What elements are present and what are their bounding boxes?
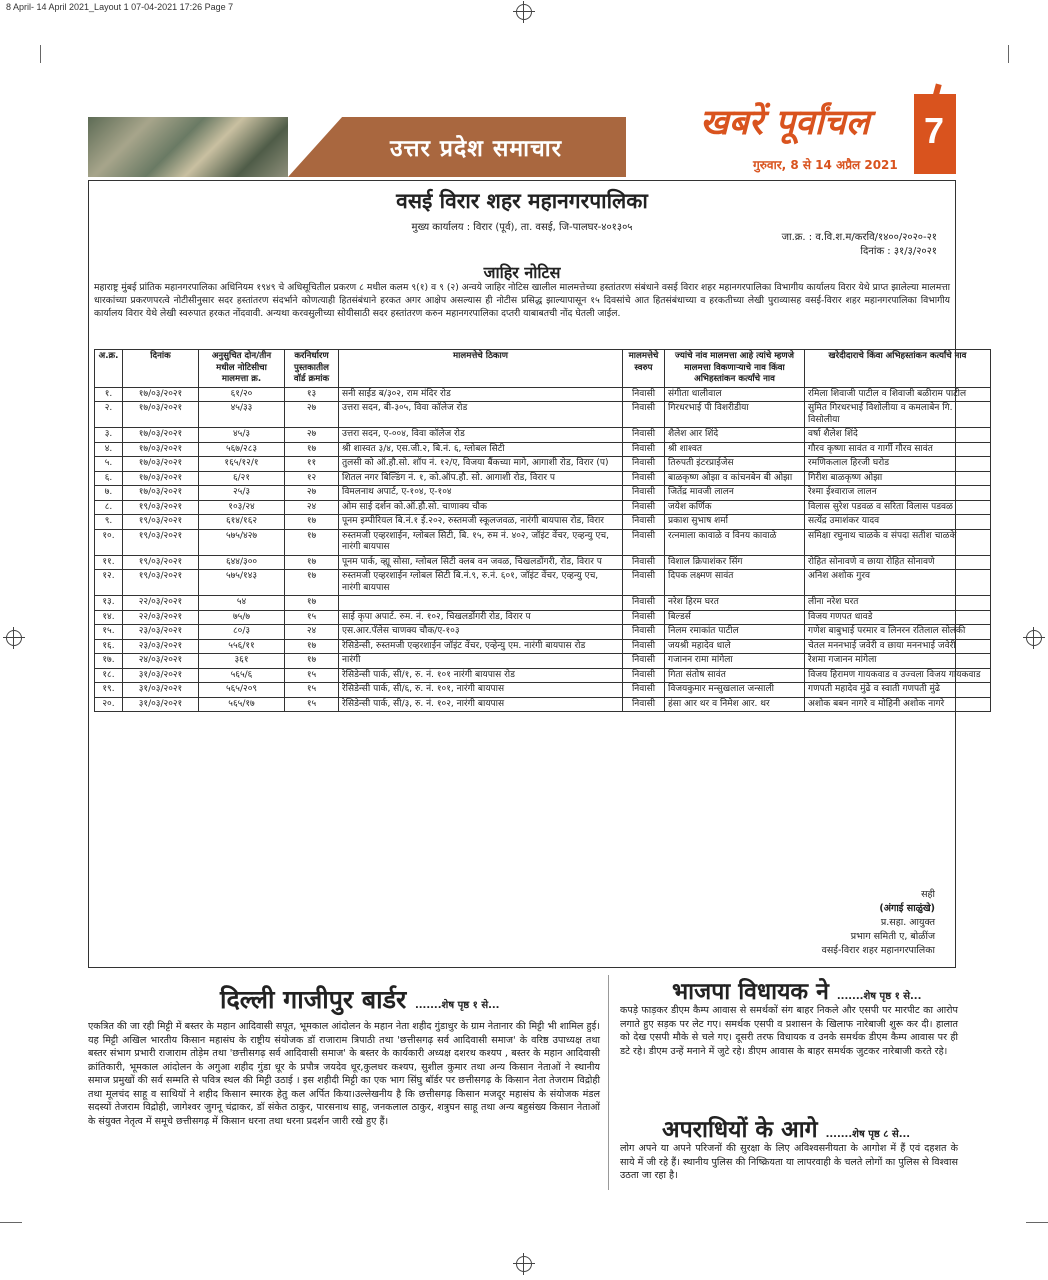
table-header-row bbox=[95, 350, 991, 388]
table-cell: निवासी bbox=[623, 402, 665, 428]
table-cell: रमिला शिवाजी पाटील व शिवाजी बळीराम पाटील bbox=[805, 387, 991, 402]
continued-note: .......शेष पृष्ठ ८ से... bbox=[825, 1129, 911, 1140]
table-cell: २४ bbox=[285, 500, 339, 515]
table-cell: लीना नरेश घरत bbox=[805, 596, 991, 611]
table-cell: १७/०३/२०२१ bbox=[123, 387, 199, 402]
table-cell: रेशमा गजानन मांगेला bbox=[805, 654, 991, 669]
table-cell: निवासी bbox=[623, 529, 665, 555]
table-cell: गिरीश बाळकृष्ण ओझा bbox=[805, 471, 991, 486]
table-cell: ३१/०३/२०२१ bbox=[123, 668, 199, 683]
table-cell: ७. bbox=[95, 486, 123, 501]
table-cell: श्री शाश्वत bbox=[665, 442, 805, 457]
table-cell: १९/०३/२०२१ bbox=[123, 529, 199, 555]
table-cell: १७. bbox=[95, 654, 123, 669]
table-cell: ३६१ bbox=[199, 654, 285, 669]
crop-mark bbox=[1026, 1222, 1048, 1223]
table-cell: तुलसी को ऑ.हौ.सो. शॉप नं. १२/ए, विजया बैंकच्या मागे, आगाशी रोड, विरार (प) bbox=[339, 457, 623, 472]
column-header: करनिर्धारण पुस्तकातील वॉर्ड क्रमांक bbox=[285, 350, 339, 388]
brand-logo: खबरें पूर्वांचल bbox=[700, 102, 870, 143]
table-row bbox=[95, 555, 991, 570]
table-cell: १६. bbox=[95, 639, 123, 654]
signature-designation: प्र.सहा. आयुक्त bbox=[880, 917, 935, 928]
table-cell: ४. bbox=[95, 442, 123, 457]
table-cell: साई कृपा अपार्ट. रुम. नं. १०२, चिखलडोंगरी रोड, विरार प bbox=[339, 610, 623, 625]
table-cell: १७ bbox=[285, 515, 339, 530]
notice-table bbox=[94, 349, 991, 712]
story-headline-text: अपराधियों के आगे bbox=[662, 1116, 818, 1143]
page-box-tick bbox=[932, 83, 941, 98]
table-cell: श्री शास्वत ३/४, एस.जी.२, बि.नं. ६, ग्लोबल सिटी bbox=[339, 442, 623, 457]
table-cell: ७५/७ bbox=[199, 610, 285, 625]
table-cell: ५६५/२०९ bbox=[199, 683, 285, 698]
table-cell: १८. bbox=[95, 668, 123, 683]
table-cell: १७/०३/२०२१ bbox=[123, 471, 199, 486]
table-cell: ११. bbox=[95, 555, 123, 570]
column-header: खरेदीदाराचे किंवा अभिहस्तांकन कर्त्यांचे नाव bbox=[805, 350, 991, 388]
table-cell: ६१४/१६२ bbox=[199, 515, 285, 530]
table-cell: १७ bbox=[285, 654, 339, 669]
table-cell: १७/०३/२०२१ bbox=[123, 457, 199, 472]
table-cell: ५५६/११ bbox=[199, 639, 285, 654]
table-cell: १९/०३/२०२१ bbox=[123, 515, 199, 530]
table-cell: निवासी bbox=[623, 610, 665, 625]
table-cell: रमणिकलाल हिरजी घरोड bbox=[805, 457, 991, 472]
notice-title: जाहिर नोटिस bbox=[483, 263, 561, 282]
table-cell: २. bbox=[95, 402, 123, 428]
table-cell: रेसिडेन्सी पार्क, सी/६, रु. नं. १०१, नारंगी बायपास bbox=[339, 683, 623, 698]
table-row bbox=[95, 457, 991, 472]
table-cell: शितल नगर बिल्डिंग नं. १, को.ऑप.हौ. सो. आगाशी रोड, विरार प bbox=[339, 471, 623, 486]
table-cell: ५७५/४२७ bbox=[199, 529, 285, 555]
table-cell: १५ bbox=[285, 668, 339, 683]
table-cell: निवासी bbox=[623, 457, 665, 472]
table-cell: गणेश बाबुभाई परमार व लिनरन रतिलाल सोलंकी bbox=[805, 625, 991, 640]
table-cell: निवासी bbox=[623, 387, 665, 402]
table-cell: निवासी bbox=[623, 428, 665, 443]
table-cell: १७ bbox=[285, 529, 339, 555]
table-cell: २३/०३/२०२१ bbox=[123, 625, 199, 640]
table-cell: ओम साई दर्शन को.ऑ.हौ.सो. चाणाक्य चौक bbox=[339, 500, 623, 515]
table-cell: ५७५/१४३ bbox=[199, 570, 285, 596]
story-body: लोग अपने या अपने परिजनों की सुरक्षा के लिए अविश्वसनीयता के आगोश में हैं एवं दहशत के साये में जी रहे हैं। स्थानीय पुलिस की निष्क्रियता या लापरवाही के चलते लोगों का पुलिस से विश्वास उठता जा रहा है। bbox=[620, 1143, 958, 1181]
table-cell: २४ bbox=[285, 625, 339, 640]
table-cell: १४. bbox=[95, 610, 123, 625]
print-slug: 8 April- 14 April 2021_Layout 1 07-04-2021 17:26 Page 7 bbox=[6, 2, 234, 12]
column-header: अ.क्र. bbox=[95, 350, 123, 388]
table-row bbox=[95, 570, 991, 596]
story-headline bbox=[220, 982, 499, 1016]
table-cell: १०. bbox=[95, 529, 123, 555]
table-cell: १५. bbox=[95, 625, 123, 640]
table-cell: निवासी bbox=[623, 442, 665, 457]
crop-mark bbox=[1008, 45, 1009, 63]
table-cell: ९. bbox=[95, 515, 123, 530]
table-cell: १९/०३/२०२१ bbox=[123, 555, 199, 570]
story-body: कपड़े फाड़कर डीएम कैम्प आवास से समर्थकों संग बाहर निकले और एसपी पर मारपीट का आरोप लगाते हुए सड़क पर लेट गए। समर्थक एसपी व प्रशासन के खिलाफ नारेबाजी शुरू कर दी। हालात को देख एसपी मौके से चले गए। दूसरी तरफ विधायक व उनके समर्थक डीएम कैम्प आवास पर ही डटे रहे। डीएम उन्हें मनाने में जुटे रहे। डीएम आवास के बाहर समर्थक जुटकर नारेबाजी करते रहे। bbox=[620, 1005, 958, 1057]
table-cell: निवासी bbox=[623, 471, 665, 486]
table-row bbox=[95, 668, 991, 683]
table-cell: गजानन रामा मांगेला bbox=[665, 654, 805, 669]
table-cell: ११ bbox=[285, 457, 339, 472]
table-cell: निवासी bbox=[623, 625, 665, 640]
table-cell: नारंगी bbox=[339, 654, 623, 669]
signature-ward: प्रभाग समिती ए, बोळींज bbox=[850, 931, 935, 942]
table-row bbox=[95, 639, 991, 654]
table-cell: हंसा आर थर व निमेश आर. थर bbox=[665, 697, 805, 712]
table-cell: १९/०३/२०२१ bbox=[123, 570, 199, 596]
notice-org: वसई विरार शहर महानगरपालिका bbox=[396, 189, 648, 213]
table-row bbox=[95, 529, 991, 555]
table-cell: समिक्षा रघुनाथ चाळके व संपदा सतीश चाळके bbox=[805, 529, 991, 555]
table-cell: १७/०३/२०२१ bbox=[123, 486, 199, 501]
registration-mark-bottom bbox=[516, 1256, 532, 1272]
table-cell: १५ bbox=[285, 697, 339, 712]
table-row bbox=[95, 442, 991, 457]
continued-note: .......शेष पृष्ठ १ से... bbox=[414, 1000, 500, 1011]
table-cell: सुमित गिरधरभाई विशोलीया व कमलाबेन गि. विसोलीया bbox=[805, 402, 991, 428]
table-cell: २२/०३/२०२१ bbox=[123, 596, 199, 611]
table-cell: ४५/३३ bbox=[199, 402, 285, 428]
table-cell: विजय गणपत धावडे bbox=[805, 610, 991, 625]
table-cell: २५/३ bbox=[199, 486, 285, 501]
table-cell: १७ bbox=[285, 555, 339, 570]
table-cell: एस.आर.पॅलेस चाणक्य चौक/ए-१०३ bbox=[339, 625, 623, 640]
table-cell: ५६५/६ bbox=[199, 668, 285, 683]
notice-body: महाराष्ट्र मुंबई प्रांतिक महानगरपालिका अधिनियम १९४९ चे अधिसूचितील प्रकरण ८ मधील कलम ९(१) व ९ (२) अन्वये जाहिर नोटिस खालील मालमत्तेच्या हस्तांतरण संबंधाने वसई विरार शहर महानगरपालिका विभागीय कार्यालय विरार येथे प्राप्त झालेल्या मालमत्ता धारकांच्या प्रकरणपरत्वे नोटीसीनुसार सदर हस्तांतरण संदर्भाने कोणत्याही हितसंबंधाने हरकत अगर आक्षेप असल्यास ही नोटीस प्रसिद्ध झाल्यापासून १५ दिवसांचे आत हितसंबंधाच्या व हरकतीच्या लेखी पुराव्यासह वसई-विरार शहर महानगरपालिका विभागीय कार्यालय विरार येथे लेखी स्वरुपात हरकत नोंदवावी. अन्यथा करवसुलीच्या सोयीसाठी सदर हस्तांतरण करुन महानगरपालिका दप्तरी याबाबतची नोंद घेतली जाईल. bbox=[94, 282, 950, 319]
table-cell: विशाल क्रिपाशंकर सिंग bbox=[665, 555, 805, 570]
table-cell: जयेश कर्णिक bbox=[665, 500, 805, 515]
table-cell: १५ bbox=[285, 610, 339, 625]
table-cell: बिल्डर्स bbox=[665, 610, 805, 625]
table-cell: अनिश अशोक गुरव bbox=[805, 570, 991, 596]
table-cell: प्रकाश सुभाष शर्मा bbox=[665, 515, 805, 530]
table-cell: विजय हिरामण गायकवाड व उज्वला विजय गायकवाड bbox=[805, 668, 991, 683]
table-cell: २७ bbox=[285, 428, 339, 443]
table-cell: रुस्तमजी एव्हरशाईन, ग्लोबल सिटी, बि. १५, रुम नं. ४०२, जॉइंट वेंचर, एव्हन्यु एच, नारंगी बायपास bbox=[339, 529, 623, 555]
table-cell: निवासी bbox=[623, 555, 665, 570]
column-divider bbox=[608, 975, 609, 1190]
table-cell: चेतल मननभाई जवेरी व छाया मननभाई जवेरी bbox=[805, 639, 991, 654]
story-body: एकत्रित की जा रही मिट्टी में बस्तर के महान आदिवासी सपूत, भूमकाल आंदोलन के महान नेता शहीद गुंडाधुर के ग्राम नेतानार की मिट्टी भी शामिल हुई। यह मिट्टी अखिल भारतीय किसान महासंघ के राष्ट्रीय संयोजक डॉ राजाराम त्रिपाठी तथा 'छत्तीसगढ़ सर्व आदिवासी समाज' के वरिष्ठ उपाध्यक्ष तथा बस्तर संभाग प्रभारी राजाराम तोड़ेम तथा 'छत्तीसगढ़ सर्व आदिवासी समाज' के बस्तर के कार्यकारी अध्यक्ष दशरथ कश्यप , बस्तर के महान आदिवासी क्रांतिकारी, भूमकाल आंदोलन के अगुआ शहीद गुंडा धूर के प्रपौत्र जयदेव धूर,कुलधर कश्यप, सुशील कुमार तथा अन्य किसान नेताओं ने स्थानीय समाज प्रमुखों की सर्व सम्मति से पवित्र स्थल की मिट्टी उठाई । इस शहीदी मिट्टी का एक भाग सिंघु बॉर्डर पर छत्तीसगढ़ के किसान नेता तेजराम विद्रोही तथा मूलचंद साहू व साथियों ने शहीद किसान स्मारक हेतु कल अर्पित किया।उल्लेखनीय है कि छत्तीसगढ़ किसान मजदूर महासंघ के संयोजक मंडल सदस्यों तेजराम विद्रोही, जागेश्वर जुगनू चंद्राकर, डॉ संकेत ठाकुर, पारसनाथ साहू, जनकलाल ठाकुर, शत्रुघन साहू तथा अन्य बहुसंख्य किसान नेताओं के संयुक्त नेतृत्व में समूचे छत्तीसगढ़ में किसान धरना तथा धरना प्रदर्शन जारी रखे हुए हैं। bbox=[88, 1021, 600, 1127]
table-cell: २२/०३/२०२१ bbox=[123, 610, 199, 625]
signature-line: सही bbox=[921, 889, 935, 900]
table-cell: ५४ bbox=[199, 596, 285, 611]
table-cell: निवासी bbox=[623, 697, 665, 712]
table-cell: १७ bbox=[285, 639, 339, 654]
table-row bbox=[95, 486, 991, 501]
table-cell: १२. bbox=[95, 570, 123, 596]
table-row bbox=[95, 596, 991, 611]
table-row bbox=[95, 471, 991, 486]
table-cell: तिरुपती इंटरप्राईजेस bbox=[665, 457, 805, 472]
table-cell: ५६७/२८३ bbox=[199, 442, 285, 457]
table-cell: उत्तरा सदन, ए-००४, विवा कॉलेज रोड bbox=[339, 428, 623, 443]
table-cell: गणपती महादेव मुंढे व स्वाती गणपती मुंढे bbox=[805, 683, 991, 698]
table-cell: ३१/०३/२०२१ bbox=[123, 683, 199, 698]
table-cell: ६१/२० bbox=[199, 387, 285, 402]
table-cell: १७ bbox=[285, 570, 339, 596]
table-cell: ३. bbox=[95, 428, 123, 443]
table-cell: २३/०३/२०२१ bbox=[123, 639, 199, 654]
table-cell: गिरधरभाई पी विशरीडीया bbox=[665, 402, 805, 428]
table-cell: निवासी bbox=[623, 654, 665, 669]
table-cell: अशोक बबन नागरे व मोहिनी अशोक नागरे bbox=[805, 697, 991, 712]
table-cell: निवासी bbox=[623, 596, 665, 611]
table-cell: १७/०३/२०२१ bbox=[123, 442, 199, 457]
notice-ref-no: जा.क्र. : व.वि.श.म/करवि/१४००/२०२०-२१ bbox=[781, 232, 937, 243]
table-cell: ४५/३ bbox=[199, 428, 285, 443]
table-row bbox=[95, 428, 991, 443]
table-cell: रेश्मा ईश्वाराज लालन bbox=[805, 486, 991, 501]
table-cell: नरेश हिरम घरत bbox=[665, 596, 805, 611]
table-row bbox=[95, 683, 991, 698]
table-cell: १५ bbox=[285, 683, 339, 698]
table-cell: ८०/३ bbox=[199, 625, 285, 640]
table-cell: दिपक लक्ष्मण सावंत bbox=[665, 570, 805, 596]
table-cell: निवासी bbox=[623, 486, 665, 501]
table-cell: विलास सुरेश पडवळ व सरिता विलास पडवळ bbox=[805, 500, 991, 515]
story-headline bbox=[662, 1112, 910, 1144]
table-cell: निवासी bbox=[623, 683, 665, 698]
table-row bbox=[95, 625, 991, 640]
table-row bbox=[95, 500, 991, 515]
table-cell: ६/२१ bbox=[199, 471, 285, 486]
table-cell: ३१/०३/२०२१ bbox=[123, 697, 199, 712]
table-row bbox=[95, 515, 991, 530]
header-photo bbox=[88, 117, 288, 177]
column-header: मालमत्तेचे ठिकाण bbox=[339, 350, 623, 388]
table-cell: ६४४/३०० bbox=[199, 555, 285, 570]
table-cell: निवासी bbox=[623, 668, 665, 683]
table-cell: जयश्री महादेव धाले bbox=[665, 639, 805, 654]
table-cell: २४/०३/२०२१ bbox=[123, 654, 199, 669]
page-number: 7 bbox=[924, 110, 945, 151]
table-cell: ८. bbox=[95, 500, 123, 515]
table-cell: १७/०३/२०२१ bbox=[123, 428, 199, 443]
table-cell: निवासी bbox=[623, 639, 665, 654]
table-cell: विजयकुमार मन्सुखलाल जन्साली bbox=[665, 683, 805, 698]
table-cell bbox=[339, 596, 623, 611]
continued-note: .......शेष पृष्ठ १ से... bbox=[836, 991, 922, 1002]
issue-date: गुरुवार, 8 से 14 अप्रैल 2021 bbox=[753, 158, 898, 172]
table-cell: रेसिडेन्सी, रुस्तमजी एव्हरशाईन जॉइंट वेंचर, एव्हेन्यु एम. नारंगी बायपास रोड bbox=[339, 639, 623, 654]
table-cell: बाळकृष्ण ओझा व कांचनबेन बी ओझा bbox=[665, 471, 805, 486]
signature-name: (अंगाई साळुंखे) bbox=[879, 903, 935, 914]
table-cell: रेसिडेन्सी पार्क, सी/३, रु. नं. १०२, नारंगी बायपास bbox=[339, 697, 623, 712]
table-cell: रेसिडेन्सी पार्क, सी/१, रु. नं. १०१ नारंगी बायपास रोड bbox=[339, 668, 623, 683]
table-cell: निवासी bbox=[623, 500, 665, 515]
table-cell: १७/०३/२०२१ bbox=[123, 402, 199, 428]
story-headline-text: भाजपा विधायक ने bbox=[672, 978, 829, 1005]
table-cell: २७ bbox=[285, 486, 339, 501]
table-cell: निवासी bbox=[623, 515, 665, 530]
table-row bbox=[95, 697, 991, 712]
registration-mark-left bbox=[6, 630, 22, 646]
crop-mark bbox=[40, 45, 41, 63]
table-cell: ५६५/१७ bbox=[199, 697, 285, 712]
signature-org: वसई-विरार शहर महानगरपालिका bbox=[821, 945, 935, 956]
table-cell: निलम रमाकांत पाटील bbox=[665, 625, 805, 640]
table-cell: १७ bbox=[285, 442, 339, 457]
table-cell: १९. bbox=[95, 683, 123, 698]
story-headline bbox=[672, 974, 921, 1006]
notice-office-address: मुख्य कार्यालय : विरार (पूर्व), ता. वसई, जि-पालघर-४०१३०५ bbox=[411, 222, 633, 233]
table-cell: २०. bbox=[95, 697, 123, 712]
table-cell: संगीता धालीवाल bbox=[665, 387, 805, 402]
table-row bbox=[95, 387, 991, 402]
column-header: दिनांक bbox=[123, 350, 199, 388]
table-cell: रुस्तमजी एव्हरशाईन ग्लोबल सिटी बि.नं.९, रु.नं. ६०१, जॉइंट वेंचर, एव्हन्यु एच, नारंगी बायपास bbox=[339, 570, 623, 596]
table-cell: २७ bbox=[285, 402, 339, 428]
table-cell: १३ bbox=[285, 387, 339, 402]
public-notice bbox=[88, 180, 981, 968]
table-cell: निवासी bbox=[623, 570, 665, 596]
table-cell: गिता संतोष सावंत bbox=[665, 668, 805, 683]
table-cell: १९/०३/२०२१ bbox=[123, 500, 199, 515]
table-cell: १२ bbox=[285, 471, 339, 486]
table-cell: गौरव कृष्णा सावंत व गार्गी गौरव सावंत bbox=[805, 442, 991, 457]
table-cell: रोहित सोनावणे व छाया रोहित सोनावणे bbox=[805, 555, 991, 570]
table-cell: ६. bbox=[95, 471, 123, 486]
table-cell: १६५/१२/१ bbox=[199, 457, 285, 472]
section-title: उत्तर प्रदेश समाचार bbox=[390, 136, 563, 162]
registration-mark-top bbox=[516, 4, 532, 20]
table-body bbox=[95, 387, 991, 712]
table-cell: १०३/२४ bbox=[199, 500, 285, 515]
table-cell: सनी साईड ब/३०२, राम मंदिर रोड bbox=[339, 387, 623, 402]
crop-mark bbox=[0, 1222, 22, 1223]
notice-ref-date: दिनांक : ३१/३/२०२१ bbox=[860, 246, 937, 257]
table-row bbox=[95, 402, 991, 428]
column-header: मालमत्तेचे स्वरुप bbox=[623, 350, 665, 388]
table-cell: रत्नमाला कावाळे व विनय कावाळे bbox=[665, 529, 805, 555]
table-cell: विमलनाथ अपार्ट, ए-१०४, ए-१०४ bbox=[339, 486, 623, 501]
table-row bbox=[95, 654, 991, 669]
story-headline-text: दिल्ली गाजीपुर बार्डर bbox=[220, 985, 407, 1014]
table-cell: उत्तरा सदन, बी-३०५, विवा कॉलेज रोड bbox=[339, 402, 623, 428]
table-cell: ५. bbox=[95, 457, 123, 472]
table-cell: सत्येंद्र उमाशंकर यादव bbox=[805, 515, 991, 530]
page-number-box bbox=[914, 94, 956, 174]
table-row bbox=[95, 610, 991, 625]
table-cell: १३. bbox=[95, 596, 123, 611]
table-cell: १. bbox=[95, 387, 123, 402]
column-header: ज्यांचे नांव मालमत्ता आहे त्यांचे म्हणजे मालमत्ता विकणाऱ्याचे नाव किंवा अभिहस्तांकन कर्त्यांचे नाव bbox=[665, 350, 805, 388]
column-header: अनुसुचित दोन/तीन मधील नोटिसीचा मालमत्ता क्र. bbox=[199, 350, 285, 388]
table-cell: वर्षा शैलेश शिंदे bbox=[805, 428, 991, 443]
table-cell: १७ bbox=[285, 596, 339, 611]
table-cell: पूनम पार्क, व्ह्यू सोसा, ग्लोबल सिटी क्लब वन जवळ, चिखलडोंगरी, रोड, विरार प bbox=[339, 555, 623, 570]
registration-mark-right bbox=[1026, 630, 1042, 646]
table-cell: शैलेश आर शिंदे bbox=[665, 428, 805, 443]
table-cell: पूनम इम्पीरियल बि.नं.१ ई.२०२, रुस्तमजी स्कूलजवळ, नारंगी बायपास रोड, विरार bbox=[339, 515, 623, 530]
table-cell: जितेंद्र मावजी लालन bbox=[665, 486, 805, 501]
